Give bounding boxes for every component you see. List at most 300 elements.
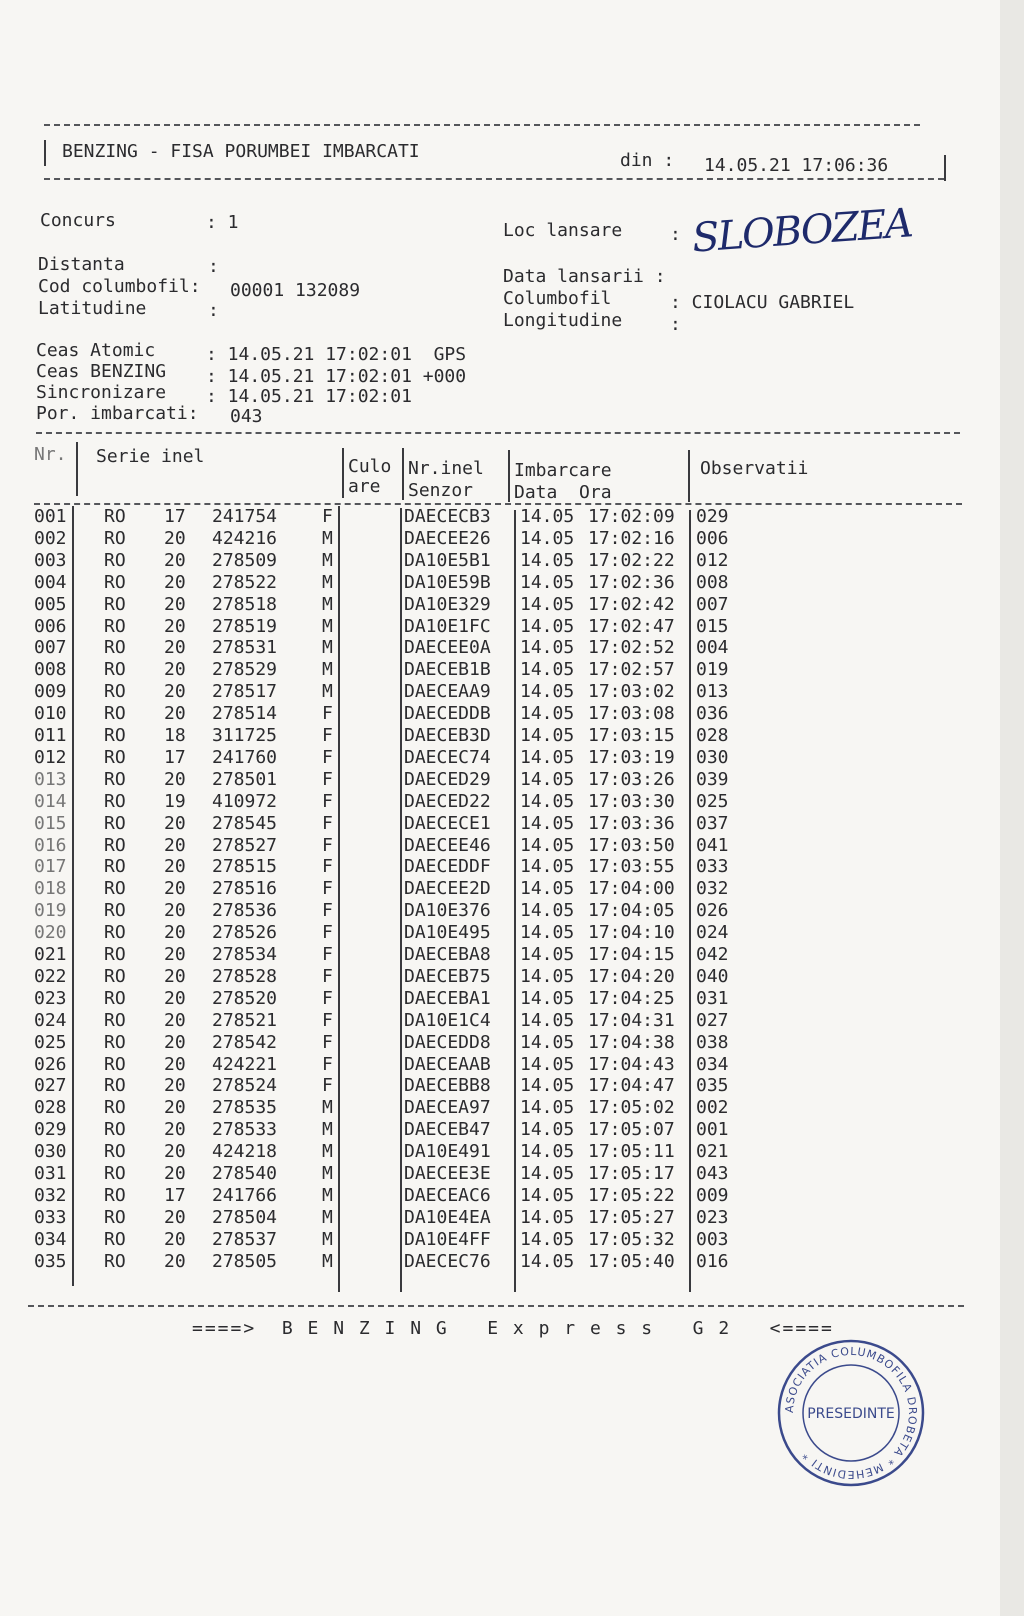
porumbei-imbarcati-label: Por. imbarcati: xyxy=(36,403,199,424)
separator-header-nrinel xyxy=(402,448,404,500)
row-sensor-ring: DAECEE2D xyxy=(404,878,491,900)
row-time: 17:02:36 xyxy=(588,571,675,593)
row-number: 027 xyxy=(34,1075,67,1097)
loc-lansare-label: Loc lansare xyxy=(503,220,623,241)
row-observation: 002 xyxy=(696,1097,729,1119)
row-year: 20 xyxy=(164,987,186,1009)
row-year: 19 xyxy=(164,790,186,812)
row-observation: 037 xyxy=(696,812,729,834)
row-sensor-ring: DAECEE0A xyxy=(404,637,491,659)
column-header-observatii: Observatii xyxy=(700,458,809,479)
row-sensor-ring: DAECEA97 xyxy=(404,1097,491,1119)
row-date: 14.05 xyxy=(520,1053,575,1075)
row-serial: 278545 xyxy=(212,812,278,834)
row-year: 20 xyxy=(164,593,186,615)
row-time: 17:04:00 xyxy=(588,878,675,900)
table-row xyxy=(0,637,980,659)
porumbei-imbarcati-value: 043 xyxy=(230,406,263,427)
row-serial: 278520 xyxy=(212,987,278,1009)
row-sensor-ring: DA10E5B1 xyxy=(404,549,491,571)
table-row xyxy=(0,1119,980,1141)
row-date: 14.05 xyxy=(520,1097,575,1119)
column-header-culoare-1: Culo xyxy=(348,456,392,477)
row-country: RO xyxy=(104,506,126,527)
row-country: RO xyxy=(104,659,126,681)
row-time: 17:04:10 xyxy=(588,922,675,944)
column-header-imbarcare-2: Data Ora xyxy=(514,482,612,503)
row-time: 17:04:47 xyxy=(588,1075,675,1097)
table-row xyxy=(0,572,980,594)
row-country: RO xyxy=(104,1206,126,1228)
row-time: 17:05:40 xyxy=(588,1250,675,1272)
row-number: 029 xyxy=(34,1119,67,1141)
row-year: 20 xyxy=(164,703,186,725)
table-row xyxy=(0,900,980,922)
latitudine-label: Latitudine xyxy=(38,298,147,319)
row-number: 001 xyxy=(34,506,67,527)
row-country: RO xyxy=(104,922,126,944)
row-observation: 023 xyxy=(696,1206,729,1228)
table-row xyxy=(0,747,980,769)
row-serial: 278529 xyxy=(212,659,278,681)
row-observation: 019 xyxy=(696,659,729,681)
row-date: 14.05 xyxy=(520,856,575,878)
row-number: 006 xyxy=(34,615,67,637)
row-date: 14.05 xyxy=(520,944,575,965)
column-header-serie: Serie inel xyxy=(96,446,205,467)
row-serial: 278515 xyxy=(212,856,278,878)
row-sex: F xyxy=(322,812,333,834)
row-country: RO xyxy=(104,1250,126,1272)
row-sex: F xyxy=(322,1009,333,1031)
row-time: 17:04:43 xyxy=(588,1053,675,1075)
row-number: 013 xyxy=(34,768,67,790)
row-country: RO xyxy=(104,768,126,790)
row-time: 17:04:25 xyxy=(588,987,675,1009)
table-row xyxy=(0,681,980,703)
row-serial: 278524 xyxy=(212,1075,278,1097)
row-observation: 004 xyxy=(696,637,729,659)
row-number: 026 xyxy=(34,1053,67,1075)
row-date: 14.05 xyxy=(520,812,575,834)
row-sex: F xyxy=(322,944,333,965)
row-year: 20 xyxy=(164,944,186,965)
row-year: 20 xyxy=(164,1250,186,1272)
row-sensor-ring: DAECEDD8 xyxy=(404,1031,491,1053)
row-year: 20 xyxy=(164,922,186,944)
distanta-sep: : xyxy=(208,256,219,277)
row-sensor-ring: DAECEB3D xyxy=(404,725,491,746)
row-serial: 278528 xyxy=(212,965,278,987)
row-sex: F xyxy=(322,790,333,812)
separator-header-observatii xyxy=(688,450,690,502)
row-country: RO xyxy=(104,615,126,637)
row-date: 14.05 xyxy=(520,1075,575,1097)
row-sensor-ring: DAECECE1 xyxy=(404,812,491,834)
row-sex: M xyxy=(322,1184,333,1206)
stamp-center-text: PRESEDINTE xyxy=(807,1406,895,1422)
row-observation: 003 xyxy=(696,1228,729,1250)
row-observation: 009 xyxy=(696,1184,729,1206)
row-serial: 278542 xyxy=(212,1031,278,1053)
row-observation: 027 xyxy=(696,1009,729,1031)
row-sex: F xyxy=(322,878,333,900)
row-date: 14.05 xyxy=(520,681,575,703)
table-row xyxy=(0,550,980,572)
row-time: 17:05:32 xyxy=(588,1228,675,1250)
distanta-label: Distanta xyxy=(38,254,125,275)
separator-header-imbarcare xyxy=(508,450,510,502)
page-edge xyxy=(1000,0,1024,1616)
row-country: RO xyxy=(104,1097,126,1119)
row-sensor-ring: DAECEAA9 xyxy=(404,681,491,703)
row-number: 002 xyxy=(34,527,67,549)
row-number: 018 xyxy=(34,878,67,900)
row-sensor-ring: DA10E495 xyxy=(404,922,491,944)
row-country: RO xyxy=(104,1009,126,1031)
row-sex: F xyxy=(322,725,333,746)
row-sensor-ring: DA10E491 xyxy=(404,1141,491,1163)
row-time: 17:02:47 xyxy=(588,615,675,637)
row-sex: M xyxy=(322,1228,333,1250)
row-sex: M xyxy=(322,637,333,659)
row-date: 14.05 xyxy=(520,1250,575,1272)
table-row xyxy=(0,659,980,681)
row-time: 17:02:57 xyxy=(588,659,675,681)
table-row xyxy=(0,1010,980,1032)
row-sex: F xyxy=(322,856,333,878)
table-row xyxy=(0,528,980,550)
print-date: 14.05.21 17:06:36 xyxy=(704,155,889,176)
row-country: RO xyxy=(104,1053,126,1075)
row-number: 015 xyxy=(34,812,67,834)
row-number: 021 xyxy=(34,944,67,965)
table-row xyxy=(0,966,980,988)
row-sex: M xyxy=(322,549,333,571)
row-sensor-ring: DAECEDDF xyxy=(404,856,491,878)
row-observation: 015 xyxy=(696,615,729,637)
row-date: 14.05 xyxy=(520,987,575,1009)
header-left-border xyxy=(44,140,46,166)
row-number: 034 xyxy=(34,1228,67,1250)
row-sensor-ring: DA10E1FC xyxy=(404,615,491,637)
row-serial: 278516 xyxy=(212,878,278,900)
row-date: 14.05 xyxy=(520,637,575,659)
row-time: 17:02:16 xyxy=(588,527,675,549)
row-country: RO xyxy=(104,746,126,768)
row-sex: M xyxy=(322,1163,333,1184)
row-observation: 041 xyxy=(696,834,729,856)
row-date: 14.05 xyxy=(520,506,575,527)
columbofil-label: Columbofil xyxy=(503,288,612,309)
row-time: 17:02:52 xyxy=(588,637,675,659)
row-observation: 026 xyxy=(696,900,729,922)
row-sensor-ring: DA10E376 xyxy=(404,900,491,922)
row-observation: 030 xyxy=(696,746,729,768)
row-year: 20 xyxy=(164,659,186,681)
row-sensor-ring: DAECEAAB xyxy=(404,1053,491,1075)
row-sex: M xyxy=(322,1097,333,1119)
columbofil-value: : CIOLACU GABRIEL xyxy=(670,292,855,313)
row-sensor-ring: DAECEB75 xyxy=(404,965,491,987)
row-number: 004 xyxy=(34,571,67,593)
table-row xyxy=(0,1251,980,1273)
row-serial: 278518 xyxy=(212,593,278,615)
table-row xyxy=(0,878,980,900)
row-date: 14.05 xyxy=(520,965,575,987)
row-sensor-ring: DAECEBA1 xyxy=(404,987,491,1009)
row-observation: 016 xyxy=(696,1250,729,1272)
header-right-border xyxy=(944,155,946,181)
row-sensor-ring: DAECEE26 xyxy=(404,527,491,549)
row-year: 20 xyxy=(164,856,186,878)
row-serial: 241760 xyxy=(212,746,278,768)
row-sex: M xyxy=(322,1250,333,1272)
cod-columbofil-value: 00001 132089 xyxy=(230,280,361,301)
footer-banner: ====> B E N Z I N G E x p r e s s G 2 <==== xyxy=(192,1318,834,1339)
row-serial: 278501 xyxy=(212,768,278,790)
row-year: 20 xyxy=(164,571,186,593)
row-serial: 278533 xyxy=(212,1119,278,1141)
row-observation: 034 xyxy=(696,1053,729,1075)
row-sensor-ring: DAECEB47 xyxy=(404,1119,491,1141)
row-sensor-ring: DAECED22 xyxy=(404,790,491,812)
row-date: 14.05 xyxy=(520,1119,575,1141)
row-sex: F xyxy=(322,1053,333,1075)
row-country: RO xyxy=(104,1184,126,1206)
row-number: 010 xyxy=(34,703,67,725)
row-sensor-ring: DAECEE46 xyxy=(404,834,491,856)
column-header-nrinel-2: Senzor xyxy=(408,480,474,501)
row-time: 17:04:38 xyxy=(588,1031,675,1053)
longitudine-sep: : xyxy=(670,314,681,335)
row-time: 17:05:22 xyxy=(588,1184,675,1206)
row-time: 17:05:02 xyxy=(588,1097,675,1119)
latitudine-sep: : xyxy=(208,300,219,321)
row-number: 035 xyxy=(34,1250,67,1272)
row-country: RO xyxy=(104,681,126,703)
table-row xyxy=(0,1185,980,1207)
row-sex: F xyxy=(322,900,333,922)
row-time: 17:03:26 xyxy=(588,768,675,790)
row-number: 033 xyxy=(34,1206,67,1228)
row-serial: 278522 xyxy=(212,571,278,593)
row-year: 20 xyxy=(164,1097,186,1119)
row-sex: M xyxy=(322,615,333,637)
row-observation: 033 xyxy=(696,856,729,878)
row-sensor-ring: DAECED29 xyxy=(404,768,491,790)
row-date: 14.05 xyxy=(520,768,575,790)
longitudine-label: Longitudine xyxy=(503,310,623,331)
row-number: 024 xyxy=(34,1009,67,1031)
row-serial: 278517 xyxy=(212,681,278,703)
row-country: RO xyxy=(104,1075,126,1097)
row-year: 20 xyxy=(164,1206,186,1228)
row-time: 17:04:31 xyxy=(588,1009,675,1031)
row-date: 14.05 xyxy=(520,878,575,900)
row-sex: M xyxy=(322,659,333,681)
table-row xyxy=(0,1141,980,1163)
row-date: 14.05 xyxy=(520,1206,575,1228)
row-year: 20 xyxy=(164,615,186,637)
row-country: RO xyxy=(104,856,126,878)
document-title: BENZING - FISA PORUMBEI IMBARCATI xyxy=(62,141,420,162)
row-time: 17:05:07 xyxy=(588,1119,675,1141)
row-sensor-ring: DAECEB1B xyxy=(404,659,491,681)
row-year: 20 xyxy=(164,834,186,856)
column-header-imbarcare-1: Imbarcare xyxy=(514,460,612,481)
row-sex: M xyxy=(322,527,333,549)
table-row xyxy=(0,813,980,835)
ceas-benzing-value: : 14.05.21 17:02:01 +000 xyxy=(206,366,467,387)
row-sex: M xyxy=(322,593,333,615)
row-country: RO xyxy=(104,834,126,856)
row-time: 17:04:15 xyxy=(588,944,675,965)
row-country: RO xyxy=(104,593,126,615)
stamp-ring-text: ASOCIATIA COLUMBOFILA DROBETA * MEHEDINTI * xyxy=(782,1344,920,1482)
table-row xyxy=(0,506,980,528)
data-lansarii-label: Data lansarii : xyxy=(503,266,666,287)
row-date: 14.05 xyxy=(520,1141,575,1163)
row-serial: 278535 xyxy=(212,1097,278,1119)
row-sex: F xyxy=(322,987,333,1009)
row-sensor-ring: DA10E4FF xyxy=(404,1228,491,1250)
row-sensor-ring: DAECEDDB xyxy=(404,703,491,725)
date-label: din : xyxy=(620,150,675,171)
table-row xyxy=(0,856,980,878)
row-sensor-ring: DA10E4EA xyxy=(404,1206,491,1228)
table-bottom-rule xyxy=(28,1305,964,1307)
column-header-nrinel-1: Nr.inel xyxy=(408,458,484,479)
row-sex: M xyxy=(322,1119,333,1141)
header-bottom-rule xyxy=(44,178,944,180)
row-country: RO xyxy=(104,725,126,746)
row-date: 14.05 xyxy=(520,725,575,746)
row-sensor-ring: DAECEC74 xyxy=(404,746,491,768)
row-observation: 006 xyxy=(696,527,729,549)
row-time: 17:05:17 xyxy=(588,1163,675,1184)
row-serial: 278534 xyxy=(212,944,278,965)
row-year: 17 xyxy=(164,1184,186,1206)
row-number: 007 xyxy=(34,637,67,659)
table-row xyxy=(0,988,980,1010)
row-date: 14.05 xyxy=(520,703,575,725)
row-sensor-ring: DAECEBA8 xyxy=(404,944,491,965)
row-time: 17:03:55 xyxy=(588,856,675,878)
row-sex: M xyxy=(322,571,333,593)
row-observation: 031 xyxy=(696,987,729,1009)
row-time: 17:04:05 xyxy=(588,900,675,922)
row-year: 17 xyxy=(164,746,186,768)
row-year: 20 xyxy=(164,681,186,703)
row-year: 20 xyxy=(164,900,186,922)
row-serial: 278505 xyxy=(212,1250,278,1272)
row-year: 20 xyxy=(164,527,186,549)
row-number: 028 xyxy=(34,1097,67,1119)
table-row xyxy=(0,922,980,944)
row-date: 14.05 xyxy=(520,1031,575,1053)
table-row xyxy=(0,1229,980,1251)
row-sex: M xyxy=(322,1206,333,1228)
row-number: 019 xyxy=(34,900,67,922)
row-sensor-ring: DA10E329 xyxy=(404,593,491,615)
row-date: 14.05 xyxy=(520,900,575,922)
row-country: RO xyxy=(104,571,126,593)
separator-header-nr xyxy=(76,442,78,496)
row-serial: 424218 xyxy=(212,1141,278,1163)
row-sex: F xyxy=(322,746,333,768)
row-time: 17:02:42 xyxy=(588,593,675,615)
row-sex: M xyxy=(322,681,333,703)
row-sensor-ring: DAECECB3 xyxy=(404,506,491,527)
row-serial: 278504 xyxy=(212,1206,278,1228)
row-time: 17:03:19 xyxy=(588,746,675,768)
table-top-rule xyxy=(36,432,960,434)
ceas-benzing-label: Ceas BENZING xyxy=(36,361,167,382)
row-number: 032 xyxy=(34,1184,67,1206)
row-country: RO xyxy=(104,900,126,922)
row-observation: 012 xyxy=(696,549,729,571)
row-country: RO xyxy=(104,965,126,987)
row-time: 17:04:20 xyxy=(588,965,675,987)
row-year: 20 xyxy=(164,965,186,987)
row-time: 17:03:08 xyxy=(588,703,675,725)
row-country: RO xyxy=(104,790,126,812)
row-serial: 278531 xyxy=(212,637,278,659)
table-row xyxy=(0,616,980,638)
row-observation: 008 xyxy=(696,571,729,593)
row-country: RO xyxy=(104,549,126,571)
table-row xyxy=(0,594,980,616)
row-number: 030 xyxy=(34,1141,67,1163)
table-header-rule xyxy=(34,503,962,505)
row-serial: 278514 xyxy=(212,703,278,725)
loc-lansare-sep: : xyxy=(670,224,681,245)
table-row xyxy=(0,1054,980,1076)
row-date: 14.05 xyxy=(520,834,575,856)
row-sex: F xyxy=(322,965,333,987)
row-date: 14.05 xyxy=(520,527,575,549)
cod-columbofil-label: Cod columbofil: xyxy=(38,276,201,297)
table-row xyxy=(0,1097,980,1119)
row-time: 17:02:09 xyxy=(588,506,675,527)
row-observation: 007 xyxy=(696,593,729,615)
row-serial: 410972 xyxy=(212,790,278,812)
row-date: 14.05 xyxy=(520,593,575,615)
row-time: 17:03:36 xyxy=(588,812,675,834)
column-header-nr: Nr. xyxy=(34,444,67,465)
row-sensor-ring: DA10E59B xyxy=(404,571,491,593)
row-country: RO xyxy=(104,1031,126,1053)
row-number: 008 xyxy=(34,659,67,681)
row-serial: 424221 xyxy=(212,1053,278,1075)
row-date: 14.05 xyxy=(520,922,575,944)
row-country: RO xyxy=(104,527,126,549)
table-row xyxy=(0,1163,980,1185)
row-date: 14.05 xyxy=(520,1184,575,1206)
row-observation: 021 xyxy=(696,1141,729,1163)
row-year: 20 xyxy=(164,1031,186,1053)
row-observation: 029 xyxy=(696,506,729,527)
row-country: RO xyxy=(104,812,126,834)
row-number: 003 xyxy=(34,549,67,571)
row-year: 20 xyxy=(164,768,186,790)
row-observation: 025 xyxy=(696,790,729,812)
row-year: 18 xyxy=(164,725,186,746)
row-sensor-ring: DAECEC76 xyxy=(404,1250,491,1272)
row-serial: 278526 xyxy=(212,922,278,944)
row-date: 14.05 xyxy=(520,1163,575,1184)
